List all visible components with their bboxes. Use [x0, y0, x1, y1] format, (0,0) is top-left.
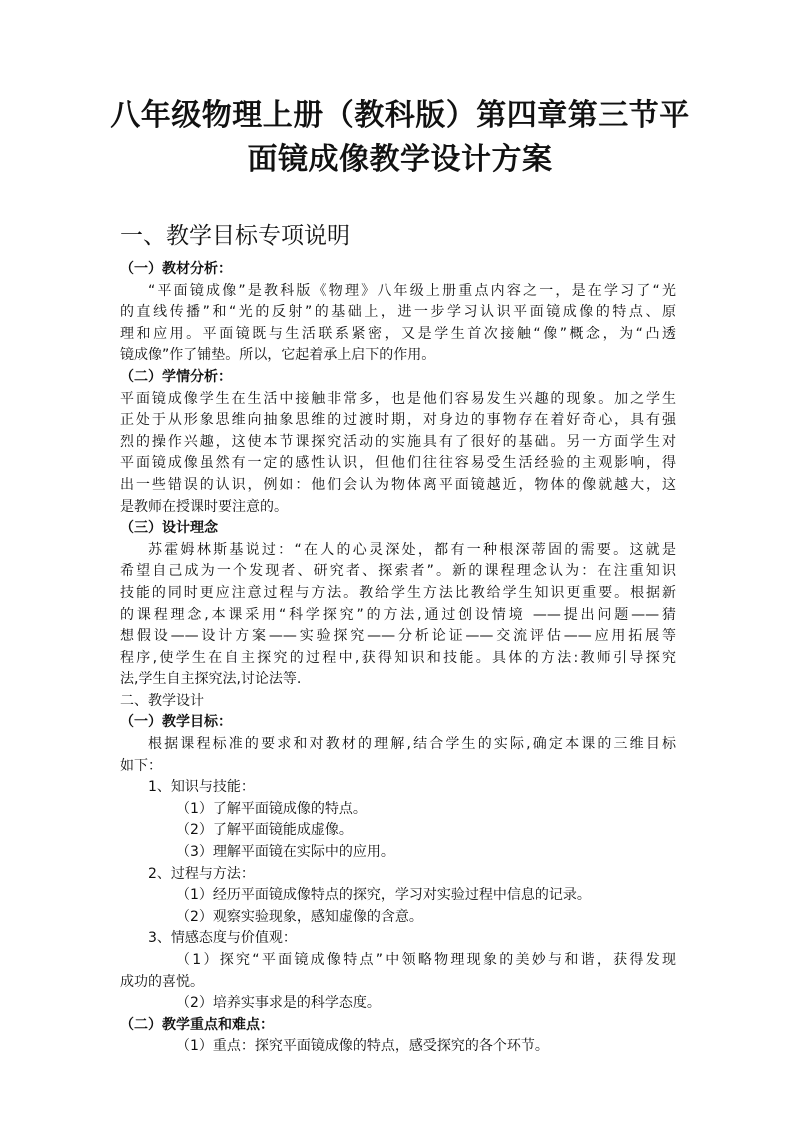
paragraph-line: 程序,使学生在自主探究的过程中,获得知识和技能。具体的方法:教师引导探究	[120, 649, 676, 666]
goal-item: （3）理解平面镜在实际中的应用。	[176, 844, 395, 861]
paragraph-line: 如下：	[120, 757, 162, 774]
paragraph-line: 平面镜成像学生在生活中接触非常多，也是他们容易发生兴趣的现象。加之学生	[120, 390, 676, 407]
goal-item: （1）探究“平面镜成像特点”中领略物理现象的美妙与和谐，获得发现	[176, 952, 676, 968]
paragraph-line: 苏霍姆林斯基说过：“在人的心灵深处，都有一种根深蒂固的需要。这就是	[148, 541, 676, 558]
paragraph-line: 技能的同时更应注意过程与方法。教给学生方法比教给学生知识更重要。根据新	[120, 584, 676, 601]
paragraph-line: 平面镜成像虽然有一定的感性认识，但他们往往容易受生活经验的主观影响，得	[120, 455, 676, 472]
document-title	[110, 94, 690, 182]
paragraph-line: 理和应用。平面镜既与生活联系紧密，又是学生首次接触“像”概念，为“凸透	[120, 325, 676, 342]
goal-item: （2）观察实验现象，感知虚像的含意。	[176, 908, 423, 925]
goal-item: （1）了解平面镜成像的特点。	[176, 800, 367, 817]
paragraph-line: “平面镜成像”是教科版《物理》八年级上册重点内容之一，是在学习了“光	[148, 282, 676, 299]
section-heading-objectives: 一、教学目标专项说明	[120, 223, 350, 249]
goal-item: （2）了解平面镜能成虚像。	[176, 822, 353, 839]
key-point-item: （1）重点：探究平面镜成像的特点，感受探究的各个环节。	[176, 1038, 549, 1055]
paragraph-line: 想假设——设计方案——实验探究——分析论证——交流评估——应用拓展等	[120, 628, 676, 645]
goal-heading-attitudes-values: 3、情感态度与价值观：	[148, 930, 297, 947]
subsection-heading-key-difficult-points: （二）教学重点和难点：	[120, 1016, 274, 1033]
paragraph-line: 正处于从形象思维向抽象思维的过渡时期，对身边的事物存在着好奇心，具有强	[120, 412, 676, 429]
paragraph-line: 烈的操作兴趣，这使本节课探究活动的实施具有了很好的基础。另一方面学生对	[120, 433, 676, 450]
paragraph-line: 希望自己成为一个发现者、研究者、探索者”。新的课程理念认为：在注重知识	[120, 563, 676, 580]
goal-item: （1）经历平面镜成像特点的探究，学习对实验过程中信息的记录。	[176, 887, 591, 904]
section-heading-teaching-design: 二、教学设计	[120, 692, 204, 709]
goal-item-continuation: 成功的喜悦。	[120, 973, 204, 990]
paragraph-line: 是教师在授课时要注意的。	[120, 498, 288, 515]
subsection-heading-teaching-objectives: （一）教学目标：	[120, 714, 232, 731]
paragraph-line: 镜成像”作了铺垫。所以，它起着承上启下的作用。	[120, 347, 436, 364]
goal-item: （2）培养实事求是的科学态度。	[176, 995, 381, 1012]
paragraph-line: 的直线传播”和“光的反射”的基础上，进一步学习认识平面镜成像的特点、原	[120, 304, 676, 321]
paragraph-line: 的课程理念,本课采用“科学探究”的方法,通过创设情境 ——提出问题——猜	[120, 606, 676, 623]
paragraph-line: 法,学生自主探究法,讨论法等.	[120, 671, 302, 688]
subsection-heading-design-concept: （三）设计理念	[120, 520, 218, 537]
document-body	[120, 259, 676, 1058]
title-line-1: 八年级物理上册（教科版）第四章第三节平	[110, 98, 690, 133]
goal-heading-knowledge-skills: 1、知识与技能：	[148, 779, 255, 796]
subsection-heading-student-analysis: （二）学情分析：	[120, 368, 232, 385]
goal-heading-process-methods: 2、过程与方法：	[148, 865, 255, 882]
paragraph-line: 根据课程标准的要求和对教材的理解,结合学生的实际,确定本课的三维目标	[148, 736, 676, 753]
subsection-heading-textbook-analysis: （一）教材分析：	[120, 261, 232, 277]
title-line-2: 面镜成像教学设计方案	[247, 142, 553, 177]
paragraph-line: 出一些错误的认识，例如：他们会认为物体离平面镜越近，物体的像就越大，这	[120, 476, 676, 493]
